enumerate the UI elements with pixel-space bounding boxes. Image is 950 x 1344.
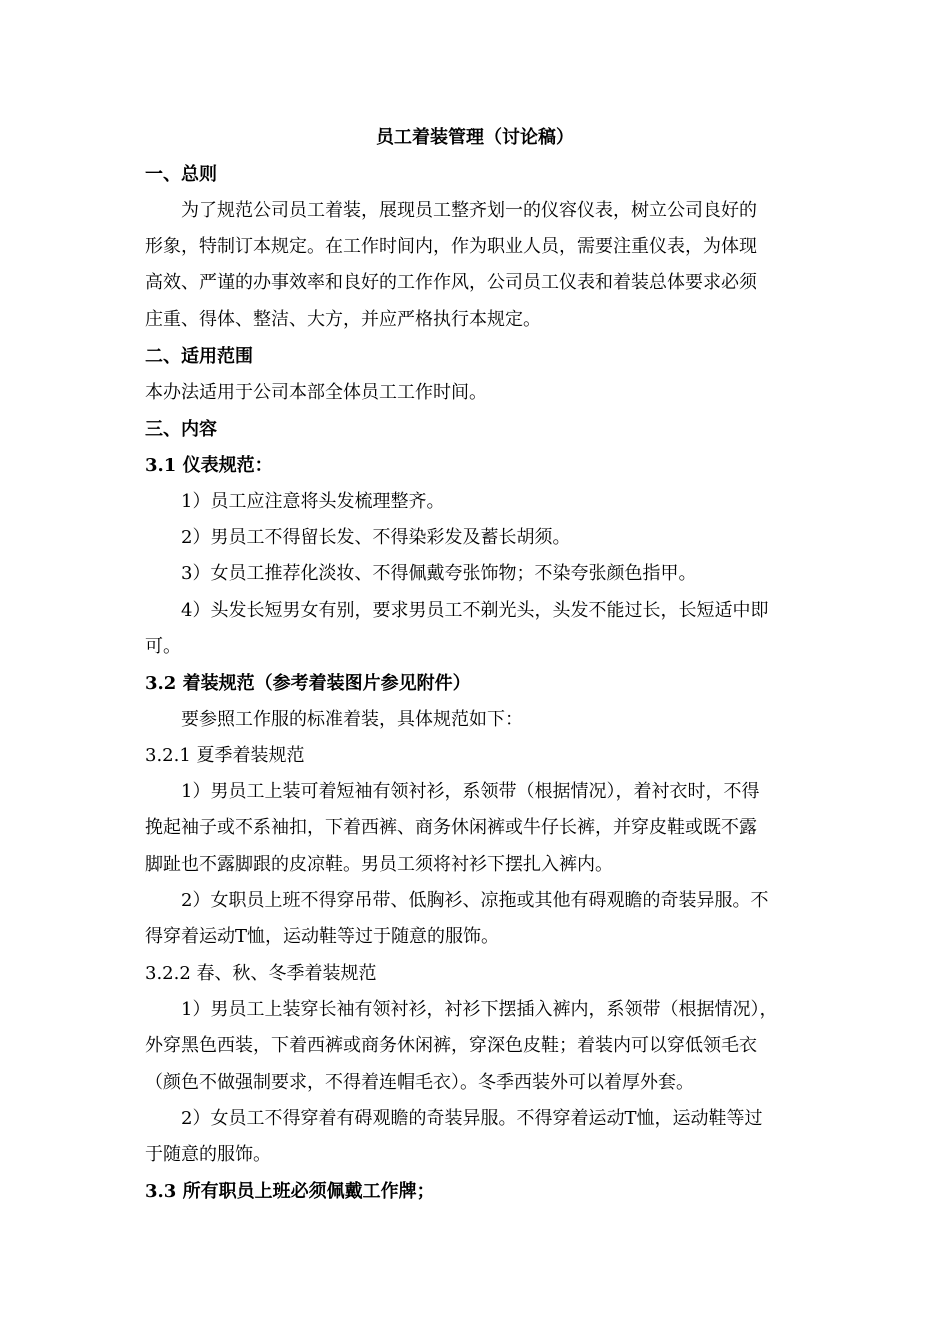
paragraph-line: 形象，特制订本规定。在工作时间内，作为职业人员，需要注重仪表，为体现 bbox=[145, 236, 757, 257]
paragraph-line: 庄重、得体、整洁、大方，并应严格执行本规定。 bbox=[145, 309, 541, 330]
section-heading-content: 三、内容 bbox=[145, 419, 217, 440]
list-item-continuation: 于随意的服饰。 bbox=[145, 1144, 271, 1165]
paragraph-line: 本办法适用于公司本部全体员工工作时间。 bbox=[145, 382, 487, 403]
list-item-continuation: 可。 bbox=[145, 636, 181, 657]
subsection-heading-badge: 3.3 所有职员上班必须佩戴工作牌； bbox=[145, 1181, 435, 1202]
subsection-heading-appearance: 3.1 仪表规范： bbox=[145, 455, 273, 476]
subsection-heading-dress: 3.2 着装规范（参考着装图片参见附件） bbox=[145, 673, 471, 694]
paragraph-line: 要参照工作服的标准着装，具体规范如下： bbox=[181, 709, 523, 730]
subsection-heading-spring-autumn-winter: 3.2.2 春、秋、冬季着装规范 bbox=[145, 963, 377, 984]
section-heading-scope: 二、适用范围 bbox=[145, 346, 253, 367]
list-item: 1）男员工上装穿长袖有领衬衫，衬衫下摆插入裤内，系领带（根据情况）， bbox=[181, 999, 778, 1020]
document-title: 员工着装管理（讨论稿） bbox=[376, 127, 574, 148]
list-item: 2）男员工不得留长发、不得染彩发及蓄长胡须。 bbox=[181, 527, 571, 548]
subsection-heading-summer: 3.2.1 夏季着装规范 bbox=[145, 745, 305, 766]
list-item: 4）头发长短男女有别，要求男员工不剃光头，头发不能过长，长短适中即 bbox=[181, 600, 769, 621]
section-heading-general: 一、总则 bbox=[145, 164, 217, 185]
list-item: 2）女职员上班不得穿吊带、低胸衫、凉拖或其他有碍观瞻的奇装异服。不 bbox=[181, 890, 769, 911]
list-item: 1）员工应注意将头发梳理整齐。 bbox=[181, 491, 445, 512]
list-item: 1）男员工上装可着短袖有领衬衫，系领带（根据情况），着衬衣时，不得 bbox=[181, 781, 760, 802]
list-item-continuation: （颜色不做强制要求，不得着连帽毛衣）。冬季西装外可以着厚外套。 bbox=[145, 1072, 694, 1093]
paragraph-line: 高效、严谨的办事效率和良好的工作作风，公司员工仪表和着装总体要求必须 bbox=[145, 272, 757, 293]
list-item: 2）女员工不得穿着有碍观瞻的奇装异服。不得穿着运动T恤，运动鞋等过 bbox=[181, 1108, 763, 1129]
list-item-continuation: 挽起袖子或不系袖扣，下着西裤、商务休闲裤或牛仔长裤，并穿皮鞋或既不露 bbox=[145, 817, 757, 838]
list-item-continuation: 得穿着运动T恤，运动鞋等过于随意的服饰。 bbox=[145, 926, 500, 947]
paragraph-line: 为了规范公司员工着装，展现员工整齐划一的仪容仪表，树立公司良好的 bbox=[181, 200, 757, 221]
list-item-continuation: 脚趾也不露脚跟的皮凉鞋。男员工须将衬衫下摆扎入裤内。 bbox=[145, 854, 613, 875]
list-item-continuation: 外穿黑色西装，下着西裤或商务休闲裤，穿深色皮鞋；着装内可以穿低领毛衣 bbox=[145, 1035, 757, 1056]
list-item: 3）女员工推荐化淡妆、不得佩戴夸张饰物；不染夸张颜色指甲。 bbox=[181, 563, 697, 584]
